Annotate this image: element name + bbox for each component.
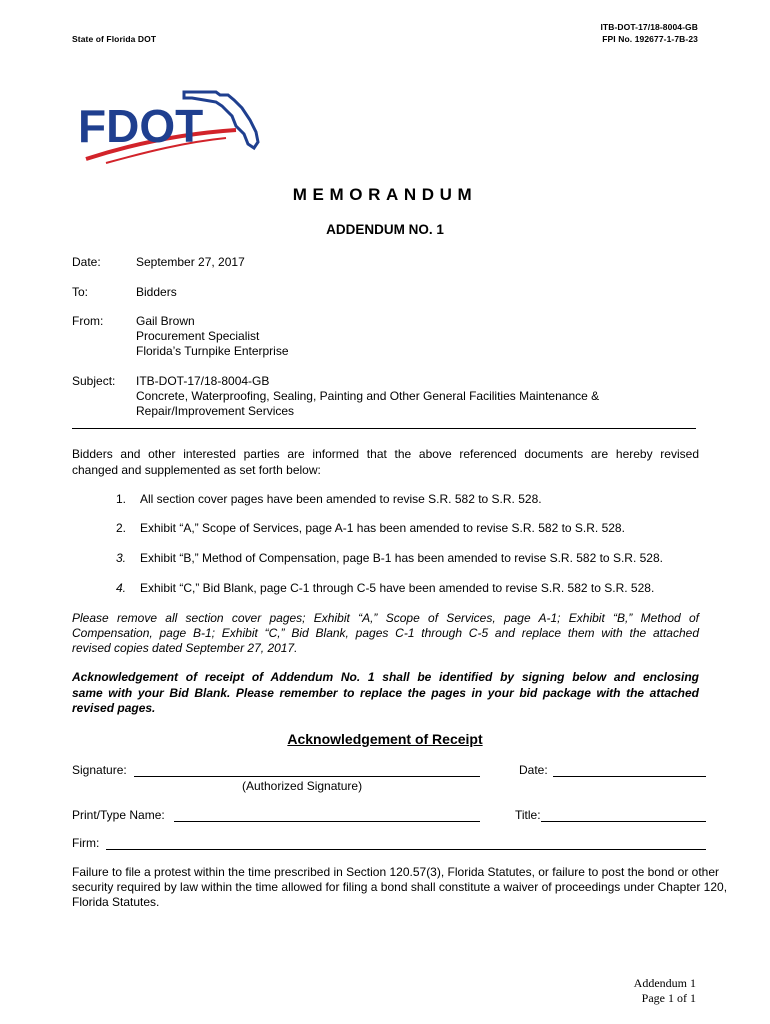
print-name-field[interactable] [174,821,480,822]
signature-field[interactable] [134,776,480,777]
subject-line3: Repair/Improvement Services [136,404,295,418]
intro-line-2: changed and supplemented as set forth below: [72,463,321,477]
signature-label: Signature: [72,763,127,777]
to-label: To: [72,285,89,299]
item-text: Exhibit “A,” Scope of Services, page A-1 has been amended to revise S.R. 582 to S.R. 528. [140,521,625,535]
item-number: 1. [116,492,127,506]
remove-line-2: Compensation, page B-1; Exhibit “C,” Bid Blank, pages C-1 through C-5 and replace them with the attached [72,626,699,640]
subject-label: Subject: [72,374,116,388]
intro-line-1: Bidders and other interested parties are informed that the above referenced documents are hereby revised [72,447,699,461]
title-field-label: Title: [515,808,541,822]
addendum-number: ADDENDUM NO. 1 [326,222,444,237]
date-field-label: Date: [519,763,548,777]
fdot-logo-text: FDOT [78,100,204,152]
ack-line-1: Acknowledgement of receipt of Addendum No. 1 shall be identified by signing below and enclosing [72,670,699,684]
firm-field[interactable] [106,849,706,850]
separator-line [72,428,696,429]
remove-line-1: Please remove all section cover pages; Exhibit “A,” Scope of Services, page A-1; Exhibit “B,” Method of [72,611,699,625]
item-number: 3. [116,551,127,565]
fdot-logo-icon [76,86,266,166]
subject-line2: Concrete, Waterproofing, Sealing, Painting and Other General Facilities Maintenance & [136,389,600,403]
to-value: Bidders [136,285,177,299]
subject-itb: ITB-DOT-17/18-8004-GB [136,374,270,388]
remove-line-3: revised copies dated September 27, 2017. [72,641,298,655]
header-left: State of Florida DOT [72,34,157,44]
memo-title: MEMORANDUM [292,185,478,204]
protest-line-1: Failure to file a protest within the time prescribed in Section 120.57(3), Florida Statutes, or failure to post the bond or other [72,865,720,879]
item-number: 2. [116,521,127,535]
protest-line-2: security required by law within the time allowed for filing a bond shall constitute a waiver of proceedings under Chapter 120, [72,880,728,894]
list-item [116,551,663,566]
list-item [116,521,625,536]
item-number: 4. [116,581,127,595]
item-text: Exhibit “B,” Method of Compensation, page B-1 has been amended to revise S.R. 582 to S.R. 528. [140,551,663,565]
from-title: Procurement Specialist [136,329,260,343]
title-field[interactable] [541,821,706,822]
header-right-fpi: FPI No. 192677-1-7B-23 [602,34,698,44]
authorized-signature-note: (Authorized Signature) [242,779,363,793]
ack-line-3: revised pages. [72,701,156,715]
print-name-label: Print/Type Name: [72,808,165,822]
date-value: September 27, 2017 [136,255,245,269]
from-name: Gail Brown [136,314,195,328]
list-item [116,581,654,596]
footer-page-number: Page 1 of 1 [641,991,696,1005]
firm-label: Firm: [72,836,100,850]
header-right-itb: ITB-DOT-17/18-8004-GB [600,22,698,32]
from-label: From: [72,314,104,328]
item-text: All section cover pages have been amended to revise S.R. 582 to S.R. 528. [140,492,542,506]
protest-line-3: Florida Statutes. [72,895,160,909]
receipt-title: Acknowledgement of Receipt [287,731,483,747]
date-field[interactable] [553,776,706,777]
list-item [116,492,542,507]
ack-line-2: same with your Bid Blank. Please remember to replace the pages in your bid package with the attached [72,686,699,700]
fdot-logo [76,86,266,166]
from-org: Florida’s Turnpike Enterprise [136,344,289,358]
item-text: Exhibit “C,” Bid Blank, page C-1 through C-5 have been amended to revise S.R. 582 to S.R. 528. [140,581,655,595]
date-label: Date: [72,255,101,269]
footer-addendum: Addendum 1 [633,976,696,990]
